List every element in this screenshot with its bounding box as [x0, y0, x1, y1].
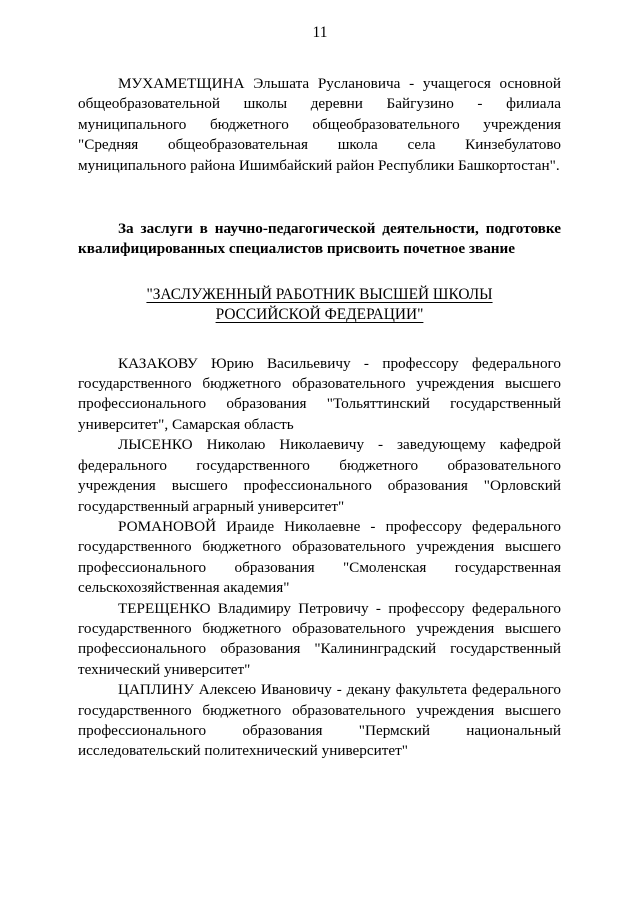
- recipient-list: [78, 354, 561, 762]
- spacer: [78, 326, 561, 354]
- intro-paragraph: МУХАМЕТЩИНА Эльшата Руслановича - учащегося основной общеобразовательной школы деревни Байгузино - филиала муниципального бюджетного общеобразовательного учреждения "Средняя общеобразовательная школа села Кинзебулатово муниципального района Ишимбайский район Республики Башкортостан".: [78, 75, 561, 174]
- recipient-tereshchenko: ТЕРЕЩЕНКО Владимиру Петровичу - профессору федерального государственного бюджетного образовательного учреждения высшего профессионального образования "Калининградский государственный технический университет": [78, 599, 561, 678]
- honorary-title-line-1: "ЗАСЛУЖЕННЫЙ РАБОТНИК ВЫСШЕЙ ШКОЛЫ: [146, 285, 493, 303]
- spacer: [78, 260, 561, 285]
- document-body: [78, 74, 561, 762]
- honorary-title: [78, 285, 561, 326]
- award-heading: За заслуги в научно-педагогической деятельности, подготовке квалифицированных специалистов присвоить почетное звание: [78, 220, 561, 258]
- spacer: [78, 176, 561, 219]
- recipient-lysenko: ЛЫСЕНКО Николаю Николаевичу - заведующему кафедрой федерального государственного бюджетного образовательного учреждения высшего профессионального образования "Орловский государственный аграрный университет": [78, 436, 561, 515]
- recipient-tsaplin: ЦАПЛИНУ Алексею Ивановичу - декану факультета федерального государственного бюджетного образовательного учреждения высшего профессионального образования "Пермский национальный исследовательский политехнический университет": [78, 681, 561, 760]
- honorary-title-line-2: РОССИЙСКОЙ ФЕДЕРАЦИИ": [215, 306, 424, 324]
- page-number: 11: [312, 24, 328, 41]
- recipient-kazakov: КАЗАКОВУ Юрию Васильевичу - профессору федерального государственного бюджетного образовательного учреждения высшего профессионального образования "Тольяттинский государственный университет", Самарская область: [78, 354, 561, 433]
- recipient-romanova: РОМАНОВОЙ Ираиде Николаевне - профессору федерального государственного бюджетного образовательного учреждения высшего профессионального образования "Смоленская государственная сельскохозяйственная академия": [78, 517, 561, 597]
